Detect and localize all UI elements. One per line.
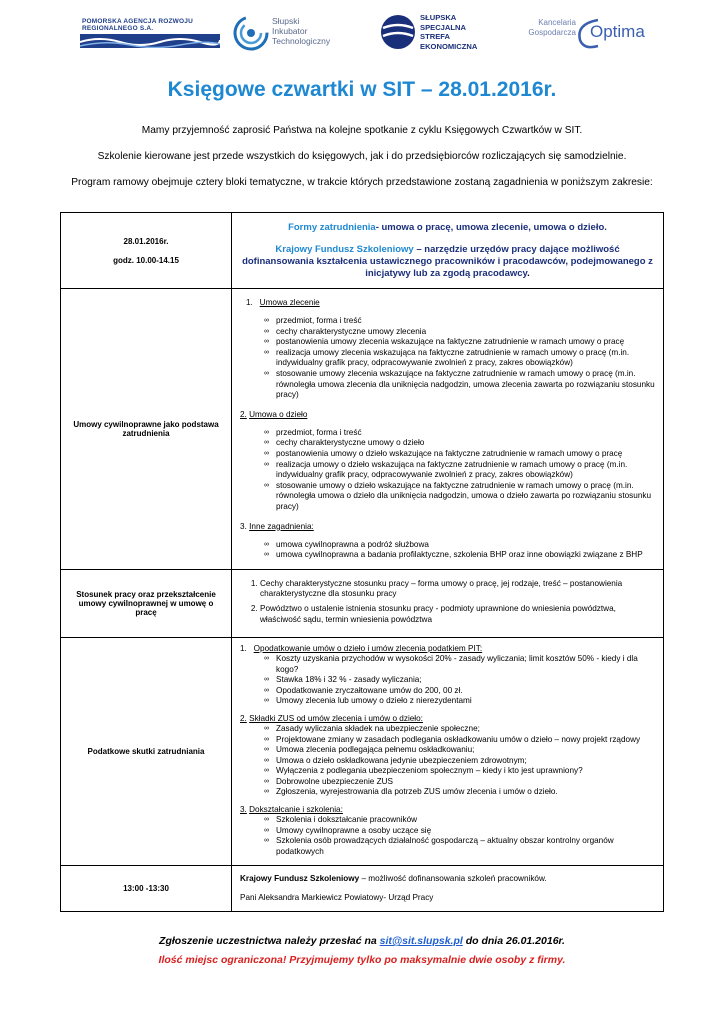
registration-prefix: Zgłoszenie uczestnictwa należy przesłać na [159, 935, 380, 947]
section-title: Opodatkowanie umów o dzieło i umów zlecenia podatkiem PIT: [253, 643, 483, 653]
numbered-list [240, 579, 655, 626]
pomorska-logo-line1: POMORSKA AGENCJA ROZWOJU [82, 18, 193, 25]
row5-left-cell [61, 865, 232, 911]
row4-label: Podatkowe skutki zatrudniania [87, 746, 205, 756]
ssse-logo-line2: SPECJALNA [420, 22, 466, 32]
section-title: Umowa zlecenie [259, 298, 320, 307]
kfs-dot: . [527, 267, 530, 279]
section-number: 3. [240, 521, 247, 531]
row4-left-cell [61, 637, 232, 865]
formy-rest: - umowa o pracę, umowa zlecenie, umowa o dzieło. [375, 221, 607, 233]
kfs-label-2: Krajowy Fundusz Szkoleniowy [240, 874, 360, 884]
list-item: ∞ postanowienia umowy o dzieło wskazujące na faktyczne zatrudnienie w ramach umowy o pracę [264, 449, 655, 460]
row3-label: Stosunek pracy oraz przekształcenie umowy cywilnoprawnej w umowę o pracę [76, 589, 216, 617]
kfs-rest-2: – możliwość dofinansowania szkoleń pracowników. [359, 874, 547, 884]
list-item: 1. Cechy charakterystyczne stosunku pracy – forma umowy o pracę, jej rodzaje, treść – postanowienia charakterystyczne dla stosunku pracy [260, 579, 655, 601]
row2-left-cell [61, 289, 232, 570]
ssse-logo-line1: SŁUPSKA [420, 13, 457, 22]
row2-label: Umowy cywilnoprawne jako podstawa zatrudnienia [73, 419, 219, 438]
list-item: ∞ stosowanie umowy zlecenia wskazujące na faktyczne zatrudnienie w ramach umowy o pracę (m.in. równoległa umowa zlecenia dla uniknięcia nadgodzin, umowa zlecenia zawarta po rozwiązaniu stosunku pracy) [264, 369, 655, 401]
speaker: Pani Aleksandra Markiewicz Powiatowy- Urząd Pracy [240, 893, 434, 903]
list-item: ∞ przedmiot, forma i treść [264, 316, 655, 327]
pomorska-logo-line2: REGIONALNEGO S.A. [82, 25, 154, 32]
swirl-icon [232, 14, 270, 52]
globe-icon [380, 12, 416, 52]
section-number: 1. [246, 298, 253, 307]
list-item: ∞ Szkolenia osób prowadzących działalność gospodarczą – aktualny obszar kontrolny organów podatkowych [264, 836, 655, 857]
ssse-logo [380, 10, 510, 58]
table-row [61, 289, 664, 570]
row4-right-cell [232, 637, 664, 865]
kfs-rest: – narzędzie urzędów pracy dające możliwość dofinansowania kształcenia ustawicznego pracowników i pracodawców, podejmowanego z inicjatywy lub za zgodą pracodawcy [242, 243, 653, 279]
list-item: ∞ realizacja umowy o dzieło wskazująca na faktyczne zatrudnienie w ramach umowy o pracę (m.in. indywidualny grafik pracy, odpracowywanie zwolnień z pracy, zakres obowiązków) [264, 460, 655, 481]
list-item: ∞ cechy charakterystyczne umowy zlecenia [264, 327, 655, 338]
bullet-list [240, 815, 655, 857]
intro-paragraph-2: Szkolenie kierowane jest przede wszystkich do księgowych, jak i do przedsiębiorców rozliczających się samodzielnie. [97, 151, 627, 162]
bullet-list [240, 316, 655, 401]
formy-label: Formy zatrudnienia [288, 221, 376, 233]
row1-left-cell [61, 213, 232, 289]
logos-bar [80, 10, 670, 58]
program-table [60, 212, 664, 912]
row5-time: 13:00 -13:30 [123, 883, 169, 893]
optima-logo [520, 10, 670, 58]
list-item: ∞ stosowanie umowy o dzieło wskazujące na faktyczne zatrudnienie w ramach umowy o pracę (m.in. równoległa umowa o dzieło dla uniknięcia nadgodzin, umowa o dzieło zawarta po rozwiązaniu stosunku pracy) [264, 481, 655, 513]
list-item: ∞ Umowa o dzieło oskładkowana jedynie ubezpieczeniem zdrowotnym; [264, 756, 655, 767]
ssse-logo-line4: EKONOMICZNA [420, 41, 478, 51]
list-item: ∞ Dobrowolne ubezpieczenie ZUS [264, 777, 655, 788]
registration-suffix: do dnia 26.01.2016r. [462, 935, 565, 947]
table-row [61, 213, 664, 289]
row1-right-cell [232, 213, 664, 289]
list-item: ∞ Wyłączenia z podlegania ubezpieczeniom społecznym – kiedy i kto jest uprawniony? [264, 766, 655, 777]
list-item: ∞ Umowa zlecenia podlegająca pełnemu oskładkowaniu; [264, 745, 655, 756]
session-date: 28.01.2016r. [123, 236, 169, 246]
section-title: Dokształcanie i szkolenia: [249, 805, 343, 815]
page-title: Księgowe czwartki w SIT – 28.01.2016r. [167, 78, 557, 101]
row5-right-cell [232, 865, 664, 911]
limited-seats-warning: Ilość miejsc ograniczona! Przyjmujemy tylko po maksymalnie dwie osoby z firmy. [158, 954, 566, 966]
section-number: 3. [240, 805, 247, 815]
row2-right-cell [232, 289, 664, 570]
list-item: ∞ Umowy zlecenia lub umowy o dzieło z nierezydentami [264, 696, 655, 707]
pomorska-agencja-logo [80, 10, 220, 58]
sit-logo-line2: Inkubator [272, 26, 308, 36]
section-title: Inne zagadnienia: [249, 521, 314, 531]
email-link[interactable]: sit@sit.slupsk.pl [379, 935, 463, 947]
sit-logo-line3: Technologiczny [272, 36, 331, 46]
list-item: ∞ realizacja umowy zlecenia wskazująca na faktyczne zatrudnienie w ramach umowy o pracę (m.in. indywidualny grafik pracy, odpracowywanie zwolnień z pracy, zakres obowiązków) [264, 348, 655, 369]
list-item: ∞ Koszty uzyskania przychodów w wysokości 20% - zasady wyliczania; limit kosztów 50% - kiedy i dla kogo? [264, 654, 655, 675]
list-item: ∞ umowa cywilnoprawna a podróż służbowa [264, 540, 655, 551]
registration-note [0, 935, 724, 947]
bullet-list [240, 724, 655, 798]
list-item: ∞ postanowienia umowy zlecenia wskazujące na faktyczne zatrudnienie w ramach umowy o pracę [264, 337, 655, 348]
list-item: ∞ przedmiot, forma i treść [264, 428, 655, 439]
section-number: 1. [240, 643, 247, 653]
list-item: ∞ Opodatkowanie zryczałtowane umów do 200, 00 zł. [264, 686, 655, 697]
list-item: ∞ Zgłoszenia, wyrejestrowania dla potrzeb ZUS umów zlecenia i umów o dzieło. [264, 787, 655, 798]
section-title: Umowa o dzieło [249, 409, 308, 419]
bullet-list [240, 540, 655, 561]
sit-logo-line1: Słupski [272, 16, 300, 26]
list-item: ∞ Zasady wyliczania składek na ubezpieczenie społeczne; [264, 724, 655, 735]
list-item: ∞ Projektowane zmiany w zasadach podlegania oskładkowaniu umów o dzieło – nowy projekt rządowy [264, 735, 655, 746]
row3-right-cell [232, 569, 664, 637]
table-row [61, 637, 664, 865]
waves-icon [80, 34, 220, 48]
list-item: ∞ cechy charakterystyczne umowy o dzieło [264, 438, 655, 449]
optima-small-line1: Kancelaria [538, 18, 576, 27]
sit-logo [230, 10, 350, 58]
section-number: 2. [240, 713, 247, 723]
intro-paragraph-1: Mamy przyjemność zaprosić Państwa na kolejne spotkanie z cyklu Księgowych Czwartków w SIT. [141, 125, 583, 136]
ssse-logo-line3: STREFA [420, 32, 450, 41]
intro-paragraph-3: Program ramowy obejmuje cztery bloki tematyczne, w trakcie których przedstawione zostaną zagadnienia w poniższym zakresie: [71, 177, 653, 188]
section-title: Składki ZUS od umów zlecenia i umów o dzieło: [249, 713, 423, 723]
bullet-list [240, 428, 655, 513]
kfs-label: Krajowy Fundusz Szkoleniowy [275, 243, 414, 255]
list-item: ∞ Szkolenia i dokształcanie pracowników [264, 815, 655, 826]
section-number: 2. [240, 409, 247, 419]
table-row [61, 865, 664, 911]
row3-left-cell [61, 569, 232, 637]
session-time: godz. 10.00-14.15 [113, 255, 179, 265]
list-item: ∞ Stawka 18% i 32 % - zasady wyliczania; [264, 675, 655, 686]
list-item: ∞ Umowy cywilnoprawne a osoby uczące się [264, 826, 655, 837]
bullet-list [240, 654, 655, 707]
optima-big-text: Optima [590, 22, 645, 41]
table-row [61, 569, 664, 637]
list-item: ∞ umowa cywilnoprawna a badania profilaktyczne, szkolenia BHP oraz inne obowiązki związane z BHP [264, 550, 655, 561]
list-item: 2. Powództwo o ustalenie istnienia stosunku pracy - podmioty uprawnione do wniesienia powództwa, właściwość sądu, termin wniesienia powództwa [260, 604, 655, 626]
optima-small-line2: Gospodarcza [528, 28, 576, 37]
